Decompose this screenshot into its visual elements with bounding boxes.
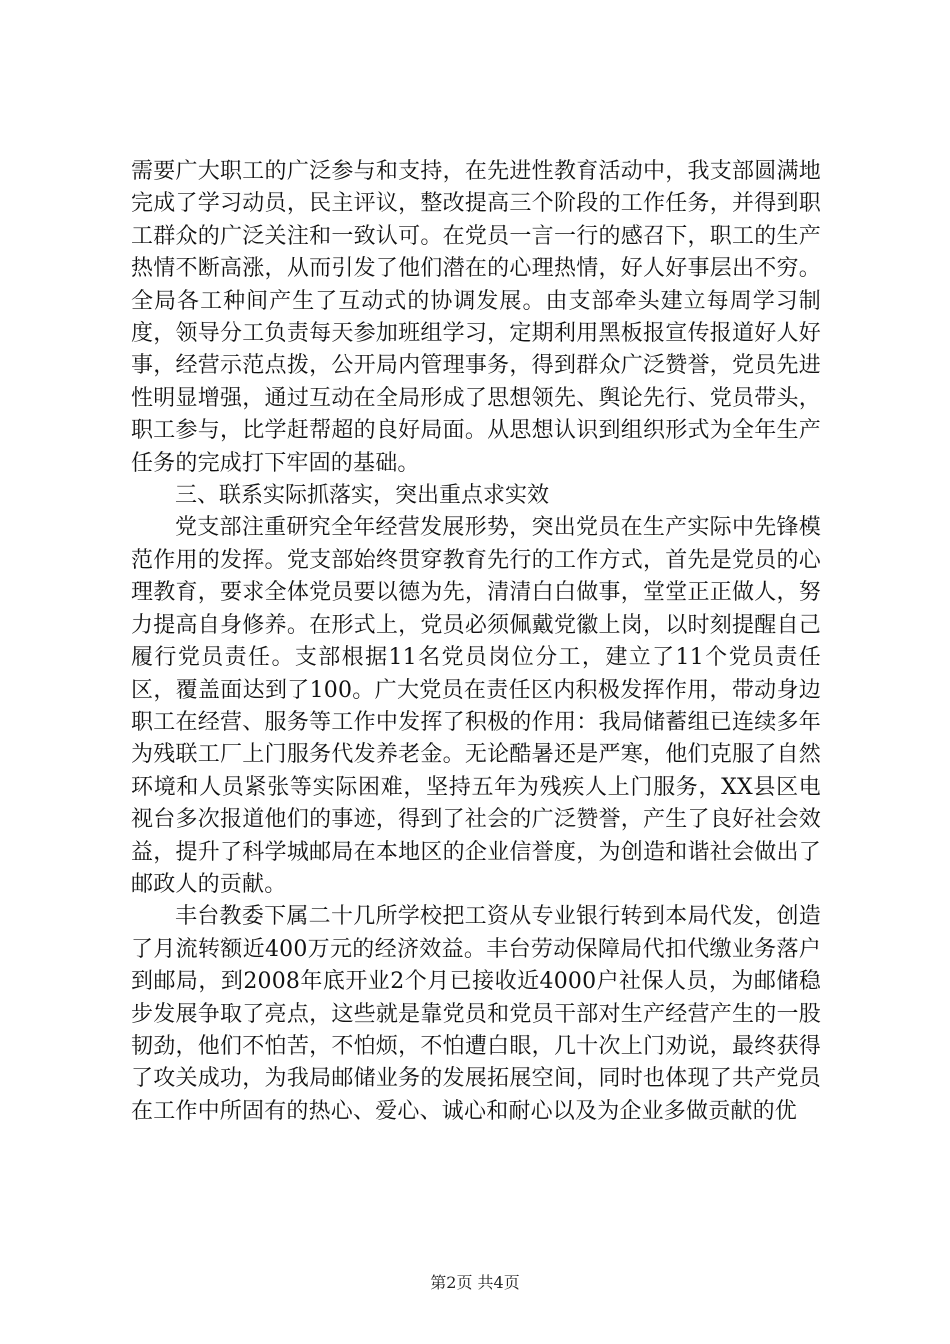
document-body bbox=[131, 156, 821, 1128]
paragraph-party-branch: 党支部注重研究全年经营发展形势，突出党员在生产实际中先锋模范作用的发挥。党支部始终贯穿教育先行的工作方式，首先是党员的心理教育，要求全体党员要以德为先，清清白白做事，堂堂正正做人，努力提高自身修养。在形式上，党员必须佩戴党徽上岗，以时刻提醒自己履行党员责任。支部根据11名党员岗位分工，建立了11个党员责任区，覆盖面达到了100。广大党员在责任区内积极发挥作用，带动身边职工在经营、服务等工作中发挥了积极的作用：我局储蓄组已连续多年为残联工厂上门服务代发养老金。无论酷暑还是严寒，他们克服了自然环境和人员紧张等实际困难，坚持五年为残疾人上门服务，XX县区电视台多次报道他们的事迹，得到了社会的广泛赞誉，产生了良好社会效益，提升了科学城邮局在本地区的企业信誉度，为创造和谐社会做出了邮政人的贡献。 bbox=[131, 515, 821, 897]
page-number-footer: 第2页 共4页 bbox=[430, 1273, 520, 1292]
paragraph-fengtai: 丰台教委下属二十几所学校把工资从专业银行转到本局代发，创造了月流转额近400万元的经济效益。丰台劳动保障局代扣代缴业务落户到邮局，到2008年底开业2个月已接收近4000户社保人员，为邮储稳步发展争取了亮点，这些就是靠党员和党员干部对生产经营产生的一股韧劲，他们不怕苦，不怕烦，不怕遭白眼，几十次上门劝说，最终获得了攻关成功，为我局邮储业务的发展拓展空间，同时也体现了共产党员在工作中所固有的热心、爱心、诚心和耐心以及为企业多做贡献的优 bbox=[131, 904, 821, 1124]
paragraph-continuation: 需要广大职工的广泛参与和支持，在先进性教育活动中，我支部圆满地完成了学习动员，民主评议，整改提高三个阶段的工作任务，并得到职工群众的广泛关注和一致认可。在党员一言一行的感召下，职工的生产热情不断高涨，从而引发了他们潜在的心理热情，好人好事层出不穷。全局各工种间产生了互动式的协调发展。由支部牵头建立每周学习制度，领导分工负责每天参加班组学习，定期利用黑板报宣传报道好人好事，经营示范点拨，公开局内管理事务，得到群众广泛赞誉，党员先进性明显增强，通过互动在全局形成了思想领先、舆论先行、党员带头，职工参与，比学赶帮超的良好局面。从思想认识到组织形式为全年生产任务的完成打下牢固的基础。 bbox=[131, 159, 821, 476]
section-heading-3: 三、联系实际抓落实，突出重点求实效 bbox=[175, 483, 550, 509]
